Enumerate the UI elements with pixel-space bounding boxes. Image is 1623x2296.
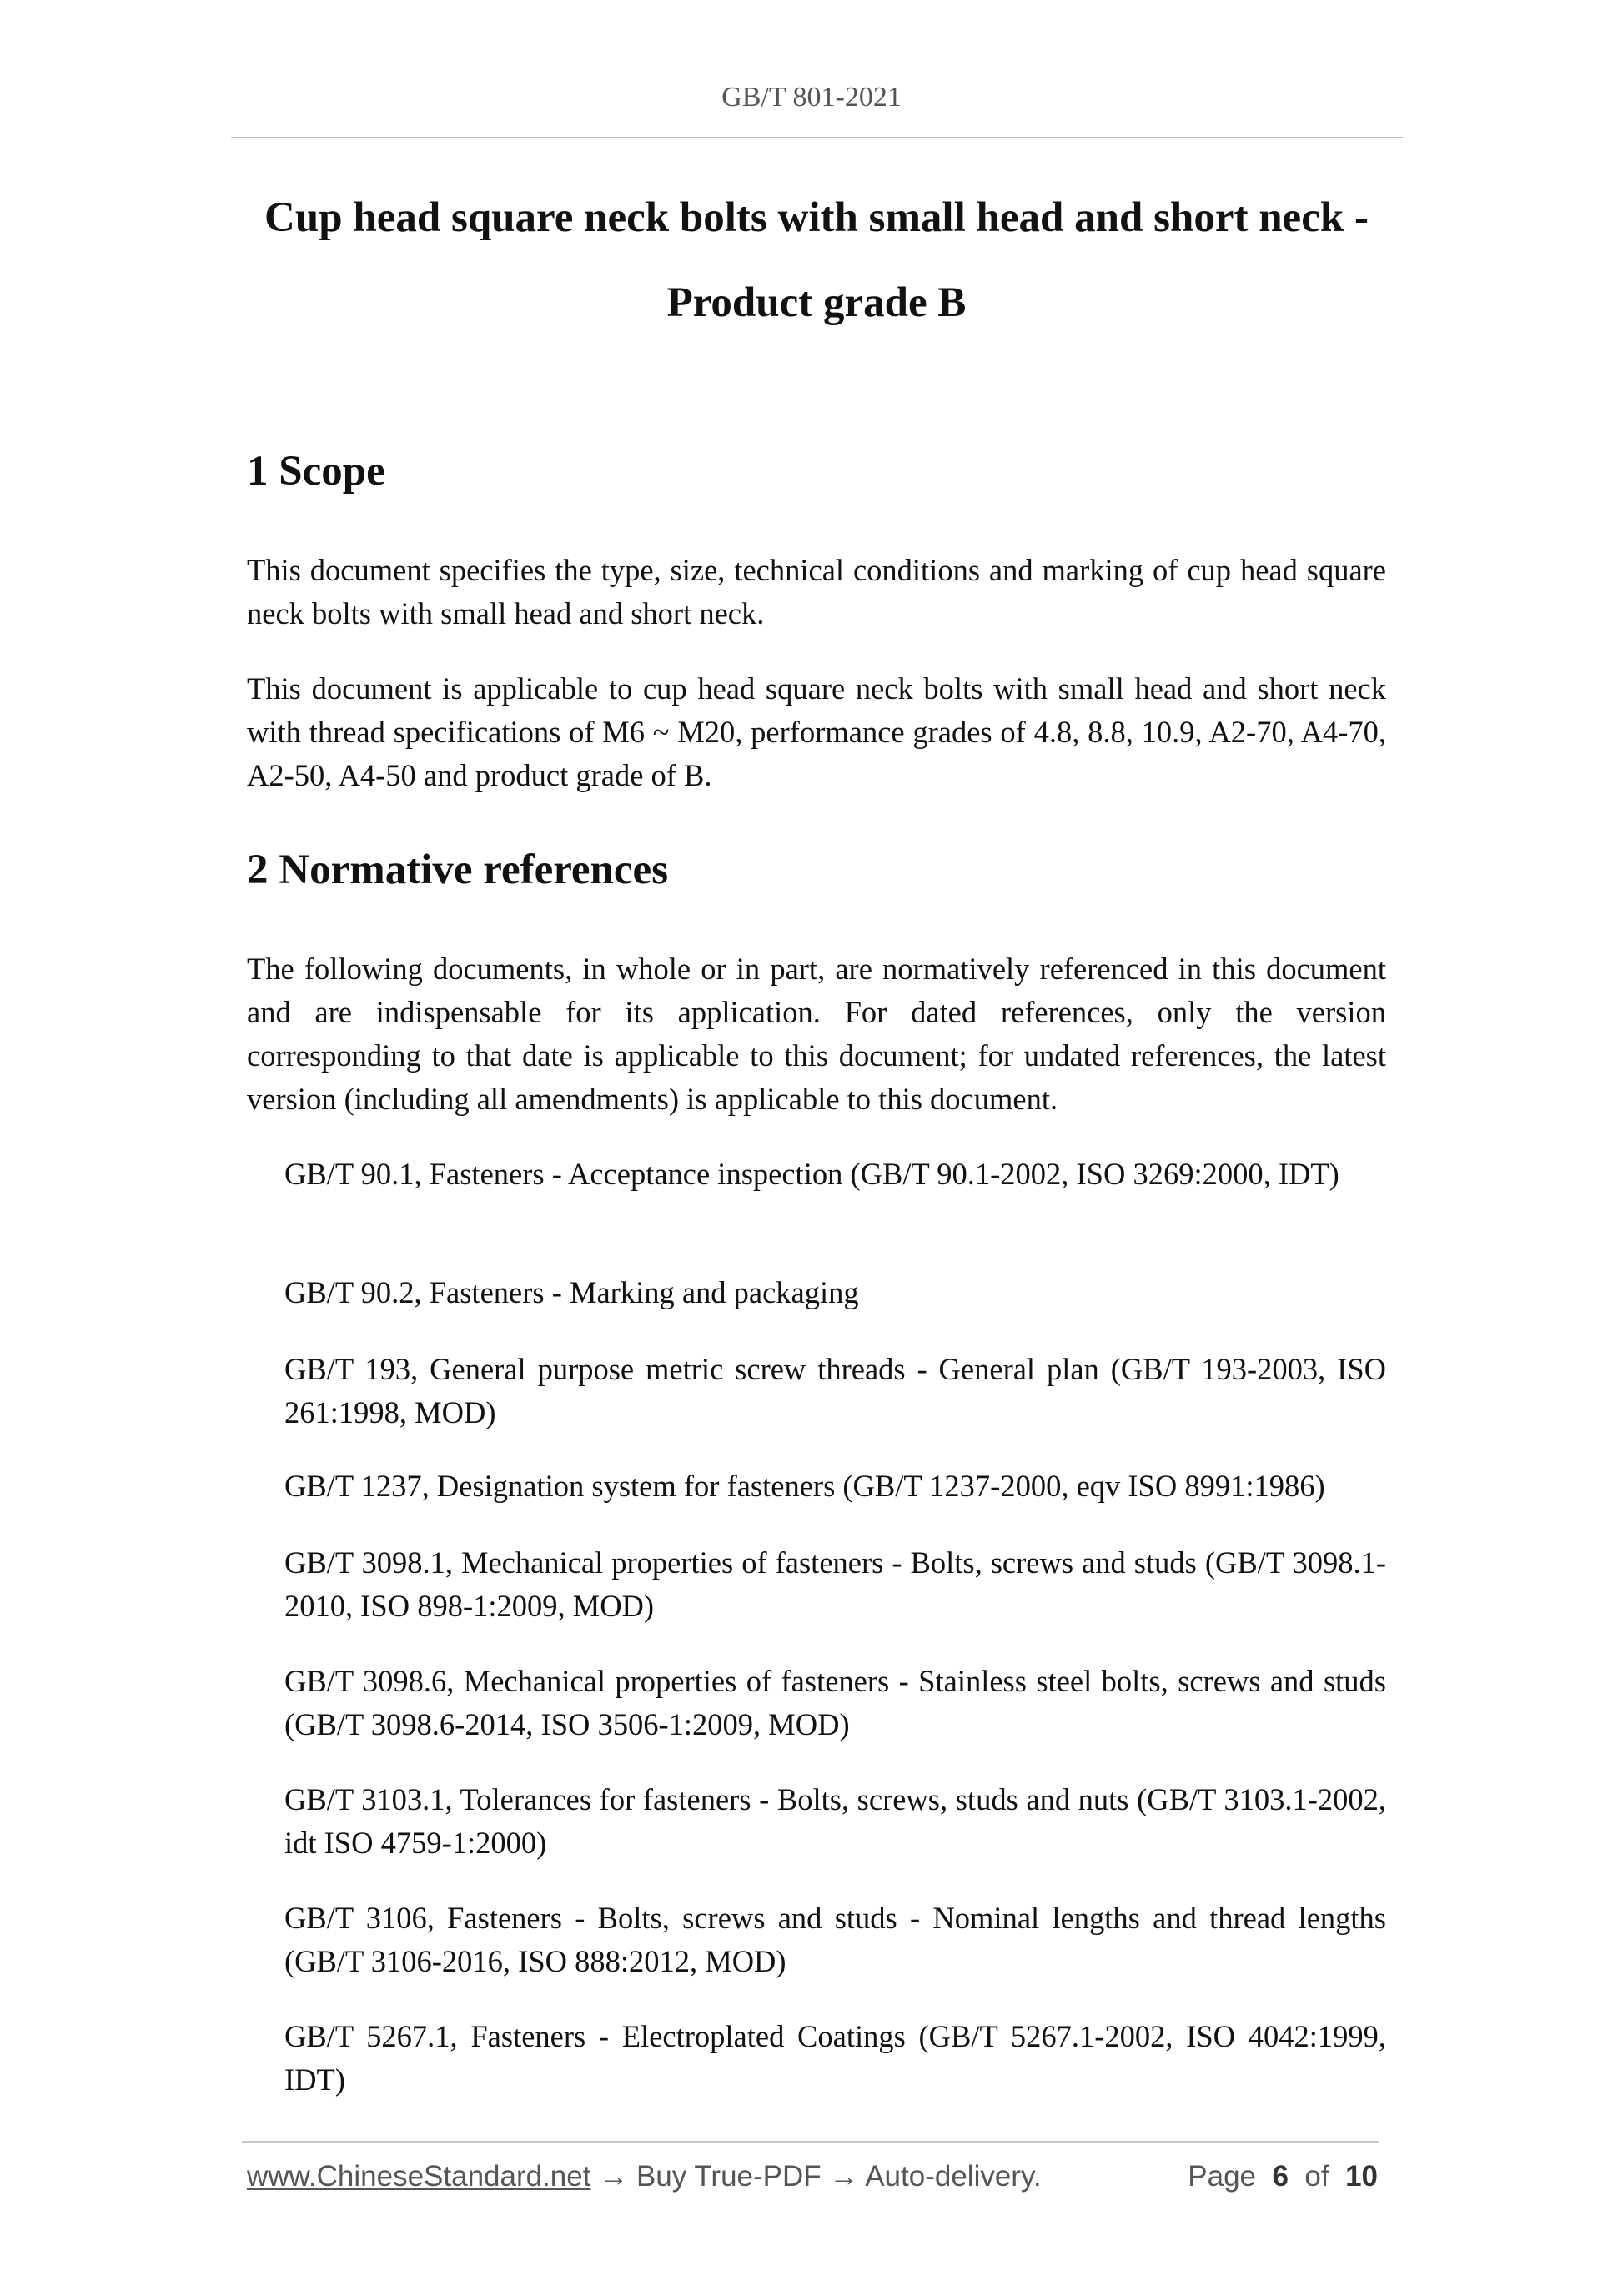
- site-link[interactable]: www.ChineseStandard.net: [247, 2160, 591, 2193]
- page-number: [1188, 2160, 1378, 2193]
- reference-item: GB/T 3098.6, Mechanical properties of fasteners - Stainless steel bolts, screws and studs (GB/T 3098.6-2014, ISO 3506-1:2009, MOD): [284, 1664, 1386, 1741]
- arrow-right-icon: →: [829, 2160, 859, 2193]
- running-header: GB/T 801-2021: [721, 82, 902, 113]
- document-title-line-2: Product grade B: [666, 279, 967, 326]
- reference-item: GB/T 5267.1, Fasteners - Electroplated Coatings (GB/T 5267.1-2002, ISO 4042:1999, IDT): [284, 2019, 1386, 2097]
- current-page: 6: [1272, 2160, 1289, 2193]
- buy-text: Buy True-PDF: [636, 2160, 822, 2193]
- header-divider: [231, 137, 1403, 138]
- document-title-line-1: Cup head square neck bolts with small head and short neck -: [264, 194, 1369, 241]
- reference-item: GB/T 90.1, Fasteners - Acceptance inspection (GB/T 90.1-2002, ISO 3269:2000, IDT): [284, 1157, 1339, 1191]
- page-label: Page: [1188, 2160, 1257, 2193]
- footer-divider: [242, 2141, 1379, 2143]
- scope-paragraph-2: This document is applicable to cup head square neck bolts with small head and short neck with thread specifications of M6 ~ M20, performance grades of 4.8, 8.8, 10.9, A2-70, A4-70, A2-50, A4-50 and product grade of B.: [247, 671, 1386, 792]
- section-1-heading: 1 Scope: [247, 448, 385, 495]
- delivery-text: Auto-delivery.: [865, 2160, 1042, 2193]
- reference-item: GB/T 3103.1, Tolerances for fasteners - Bolts, screws, studs and nuts (GB/T 3103.1-2002, idt ISO 4759-1:2000): [284, 1782, 1386, 1860]
- normative-references-intro: The following documents, in whole or in part, are normatively referenced in this document and are indispensable for its application. For dated references, only the version corresponding to that date is applicable to this document; for undated references, the latest version (including all amendments) is applicable to this document.: [247, 952, 1386, 1116]
- reference-item: GB/T 1237, Designation system for fasteners (GB/T 1237-2000, eqv ISO 8991:1986): [284, 1469, 1325, 1503]
- total-pages: 10: [1345, 2160, 1378, 2193]
- reference-item: GB/T 90.2, Fasteners - Marking and packaging: [284, 1275, 859, 1309]
- scope-paragraph-1: This document specifies the type, size, technical conditions and marking of cup head square neck bolts with small head and short neck.: [247, 553, 1386, 631]
- footer-promo: [247, 2160, 1042, 2193]
- section-2-heading: 2 Normative references: [247, 847, 669, 893]
- reference-item: GB/T 3106, Fasteners - Bolts, screws and studs - Nominal lengths and thread lengths (GB/T 3106-2016, ISO 888:2012, MOD): [284, 1901, 1386, 1978]
- reference-item: GB/T 193, General purpose metric screw threads - General plan (GB/T 193-2003, ISO 261:1998, MOD): [284, 1352, 1386, 1429]
- reference-item: GB/T 3098.1, Mechanical properties of fasteners - Bolts, screws and studs (GB/T 3098.1-2010, ISO 898-1:2009, MOD): [284, 1545, 1386, 1623]
- of-label: of: [1304, 2160, 1329, 2193]
- arrow-right-icon: →: [599, 2160, 629, 2193]
